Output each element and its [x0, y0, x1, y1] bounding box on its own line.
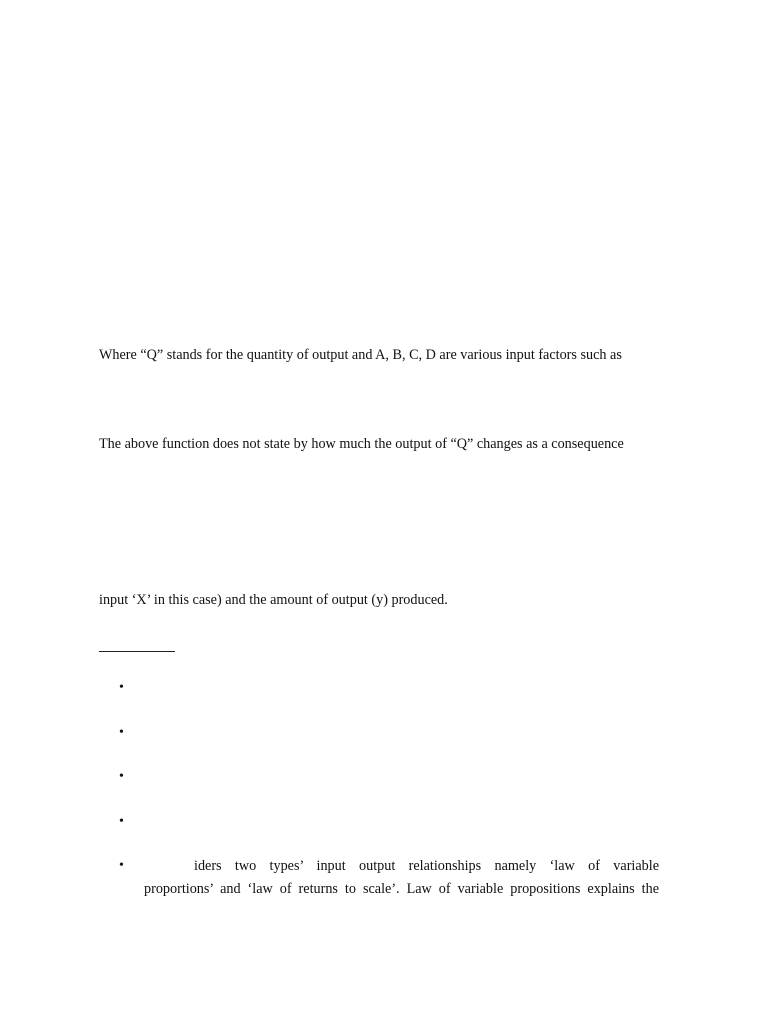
text-line-function: The above function does not state by how much the output of “Q” changes as a consequence [99, 436, 624, 452]
bullet-1: • [119, 680, 124, 695]
footnote-separator [99, 651, 175, 652]
bullet-2: • [119, 725, 124, 740]
bullet-text-line-2: proportions’ and ‘law of returns to scale’. Law of variable propositions explains the [144, 881, 659, 897]
bullet-4: • [119, 814, 124, 829]
bullet-3: • [119, 769, 124, 784]
bullet-5: • [119, 858, 124, 873]
text-line-inputs: Where “Q” stands for the quantity of output and A, B, C, D are various input factors such as [99, 347, 622, 363]
bullet-text-line-1: iders two types’ input output relationships namely ‘law of variable [194, 858, 659, 874]
text-line-output: input ‘X’ in this case) and the amount of output (y) produced. [99, 592, 448, 608]
